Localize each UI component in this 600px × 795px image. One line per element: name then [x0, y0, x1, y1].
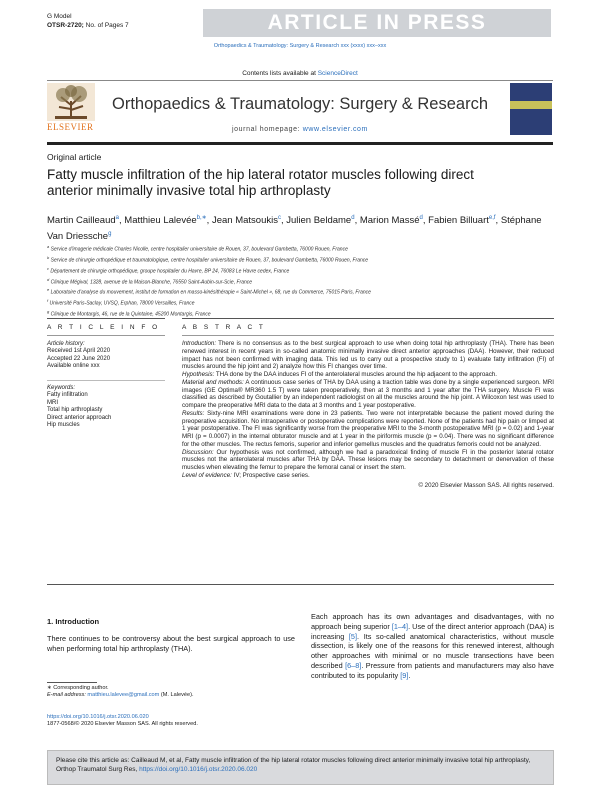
- affiliation: $^g$ Clinique de Montargis, 46, rue de la Quintaine, 45200 Montargis, France: [47, 309, 211, 318]
- info-rule: [47, 318, 165, 319]
- reference-link[interactable]: [1–4]: [391, 621, 409, 631]
- abstract-paragraph: Level of evidence: IV; Prospective case series.: [182, 471, 310, 479]
- author[interactable]: Martin Cailleaud$^a$: [47, 215, 119, 227]
- affiliation: $^f$ Université Paris-Saclay, UVSQ, Erphan, 78000 Versailles, France: [47, 298, 195, 307]
- doi-link[interactable]: https://doi.org/10.1016/j.otsr.2020.06.020: [47, 714, 149, 720]
- info-divider: [47, 380, 165, 381]
- abstract-paragraph: Results: Sixty-nine MRI examinations were done in 23 patients. Two were not interpretable because the patient moved during the preoperative acquisition. No intraoperative or postoperative complications were reported. None of the patients had hip pain or limped at 1 year postoperative. The FI was significantly worse from the preoperative MRI to the 3-month postoperative MRI (p = 0.02) and 1-year MRI (p = 0.0007) in the internal obturator muscle and at 1 year in the piriformis muscle (p = 0.04). There was no significant difference for the other muscles. The rectus femoris, superior and inferior gemellus muscles and the quadratus femoris could not be analyzed.: [182, 409, 554, 448]
- journal-cover-thumbnail: [510, 83, 552, 135]
- doi-block: [47, 714, 198, 729]
- copyright: © 2020 Elsevier Masson SAS. All rights reserved.: [418, 481, 554, 489]
- reference-link[interactable]: [6–8]: [345, 660, 362, 670]
- abstract-paragraph: Discussion: Our hypothesis was not confirmed, although we had a paradoxical finding of muscle FI in the posterior lateral rotator muscles not the anterolateral muscles after THA by DAA. These lesions may be secondary to detachment or denervation of these muscles when elevating the femur to prepare the femoral canal or insert the stem.: [182, 448, 554, 471]
- affiliations: [47, 243, 557, 319]
- author[interactable]: Fabien Billuart$^{e,f}$: [428, 215, 496, 227]
- header-thick-rule: [47, 142, 553, 145]
- article-title: Fatty muscle infiltration of the hip lateral rotator muscles following direct anterior minimally invasive total hip arthroplasty: [47, 167, 474, 198]
- abstract-subrule: [182, 335, 554, 336]
- contents-line: [0, 70, 600, 77]
- journal-citation-line: Orthopaedics & Traumatology: Surgery & Research xxx (xxxx) xxx–xxx: [213, 43, 387, 49]
- affiliation: $^c$ Département de chirurgie orthopédique, groupe hospitalier du Havre, BP 24, 76083 Le Havre cedex, France: [47, 265, 290, 275]
- affiliation: $^d$ Clinique Mégival, 1328, avenue de la Maison-Blanche, 76550 Saint-Aubin-sur-Scie, France: [47, 276, 253, 286]
- section-heading-introduction: 1. Introduction: [47, 617, 100, 626]
- keyword: Hip muscles: [47, 422, 80, 429]
- keyword: MRI: [47, 399, 58, 406]
- elsevier-wordmark: ELSEVIER: [47, 122, 94, 132]
- model-line: G Model: [47, 13, 72, 20]
- sciencedirect-link[interactable]: ScienceDirect: [317, 70, 358, 77]
- journal-homepage: [95, 126, 505, 133]
- abstract-paragraph: Introduction: There is no consensus as to the best surgical approach to use when doing total hip arthroplasty (THA). There has been renewed interest in recent years in so-called anatomic minimally invasive direct anterior approaches (DAA). However, their reduced impact has not been confirmed with imaging data. This led us to carry out a prospective study to 1) evaluate fatty infiltration (FI) of muscles around the hip joint and 2) analyze how this FI changes over time.: [182, 340, 554, 371]
- author[interactable]: Marion Massé$^d$: [359, 215, 423, 227]
- keyword: Total hip arthroplasty: [47, 407, 103, 414]
- issn-line: 1877-0568/© 2020 Elsevier Masson SAS. All rights reserved.: [47, 721, 198, 728]
- history-accepted: Accepted 22 June 2020: [47, 355, 111, 362]
- keyword: Fatty infiltration: [47, 392, 88, 399]
- footnote-rule: [47, 682, 97, 683]
- history-received: Received 1st April 2020: [47, 348, 111, 355]
- author[interactable]: Julien Beldame$^d$: [286, 215, 355, 227]
- author[interactable]: Jean Matsoukis$^c$: [211, 215, 281, 227]
- article-in-press-banner: ARTICLE IN PRESS: [203, 9, 551, 37]
- article-type: Original article: [47, 152, 102, 162]
- journal-title: Orthopaedics & Traumatology: Surgery & Research: [111, 95, 488, 113]
- homepage-prefix: journal homepage:: [232, 126, 303, 133]
- abstract-rule: [182, 318, 554, 319]
- reference-link[interactable]: [9]: [400, 670, 409, 680]
- header-rule: [47, 80, 553, 81]
- citation-box: [47, 750, 554, 785]
- abstract-body: [182, 340, 554, 489]
- contents-prefix: Contents lists available at: [242, 70, 318, 77]
- citation-doi-link[interactable]: https://doi.org/10.1016/j.otsr.2020.06.020: [139, 766, 258, 773]
- abstract-paragraph: Hypothesis: THA done by the DAA induces FI of the anterolateral muscles around the hip adjacent to the approach.: [182, 371, 497, 378]
- footnote: ∗ Corresponding author. E-mail address: matthieu.lalevee@gmail.com (M. Lalevée).: [47, 685, 295, 700]
- article-info-heading: A R T I C L E I N F O: [47, 324, 160, 331]
- keywords-label: Keywords:: [47, 385, 76, 391]
- keyword: Direct anterior approach: [47, 414, 112, 421]
- page-count: No. of Pages 7: [85, 21, 129, 29]
- corresponding-author: ∗ Corresponding author.: [47, 685, 109, 691]
- affiliation: $^a$ Service d'imagerie médicale Charles Nicolle, centre hospitalier universitaire de Rouen, 37, boulevard Gambetta, 76000 Rouen, France: [47, 244, 348, 253]
- body-column-1: There continues to be controversy about the best surgical approach to use when performing total hip arthroplasty (THA).: [47, 634, 295, 653]
- author[interactable]: Stéphane Van Driessche$^g$: [47, 215, 542, 242]
- abstract-bottom-rule: [47, 584, 554, 585]
- ref-line: OTSR-2720;: [47, 21, 84, 29]
- email-link[interactable]: matthieu.lalevee@gmail.com: [87, 692, 160, 699]
- body-column-2: Each approach has its own advantages and disadvantages, with no approach being superior [1–4]. Use of the direct anterior approach (DAA) is increasing [5]. Its so-called anatomical characteristics, without muscle dissection, is likely one of the reasons for this renewed interest, although other approaches with minimal or no muscle transections have been described [6–8]. Pressure from patients and manufacturers may also have contributed to its popularity [9].: [311, 612, 554, 680]
- keywords: [47, 385, 165, 429]
- affiliation: $^b$ Service de chirurgie orthopédique et traumatologique, centre hospitalier universitaire de Rouen, 37, boulevard Gambetta, 76000 Rouen, France: [47, 254, 369, 264]
- reference-link[interactable]: [5]: [348, 631, 358, 641]
- email-label: E-mail address:: [47, 692, 88, 699]
- info-subrule: [47, 335, 165, 336]
- author[interactable]: Matthieu Lalevée$^{b,∗}$: [124, 215, 207, 227]
- history-online: Available online xxx: [47, 363, 100, 370]
- abstract-paragraph: Material and methods: A continuous case series of THA by DAA using a traction table was done by a single experienced surgeon. MRI images (GE Optima® MR360 1.5 T) were taken preoperatively, then at 3 months and 1 year after the THA surgery. Muscle FI was classified as described by Goutallier by an independent radiologist on all the muscles around the hip joint. A Wilcoxon test was used to compare the preoperative MRI data to the data at 3 months and 1 year postoperative.: [182, 378, 554, 409]
- citation-text: Please cite this article as: Cailleaud M, et al, Fatty muscle infiltration of the hip lateral rotator muscles following direct anterior minimally invasive total hip arthroplasty, Orthop Traumatol Surg Res,: [56, 757, 531, 773]
- manuscript-meta: [47, 13, 129, 30]
- abstract-heading: A B S T R A C T: [182, 324, 266, 331]
- homepage-link[interactable]: www.elsevier.com: [302, 126, 368, 133]
- history-label: Article history:: [47, 341, 85, 347]
- article-history: [47, 341, 165, 371]
- affiliation: $^e$ Laboratoire d'analyse du mouvement, institut de formation en masso-kinésithérapie « Saint-Michel », 68, rue du Commerce, 75015 Paris, France: [47, 287, 371, 297]
- author-list: Martin Cailleaud$^a$, Matthieu Lalevée$^{b,∗}$, Jean Matsoukis$^c$, Julien Beldame$^d$, Marion Massé$^d$, Fabien Billuart$^{e,f}$, Stéphane Van Driessche$^g$: [47, 215, 542, 242]
